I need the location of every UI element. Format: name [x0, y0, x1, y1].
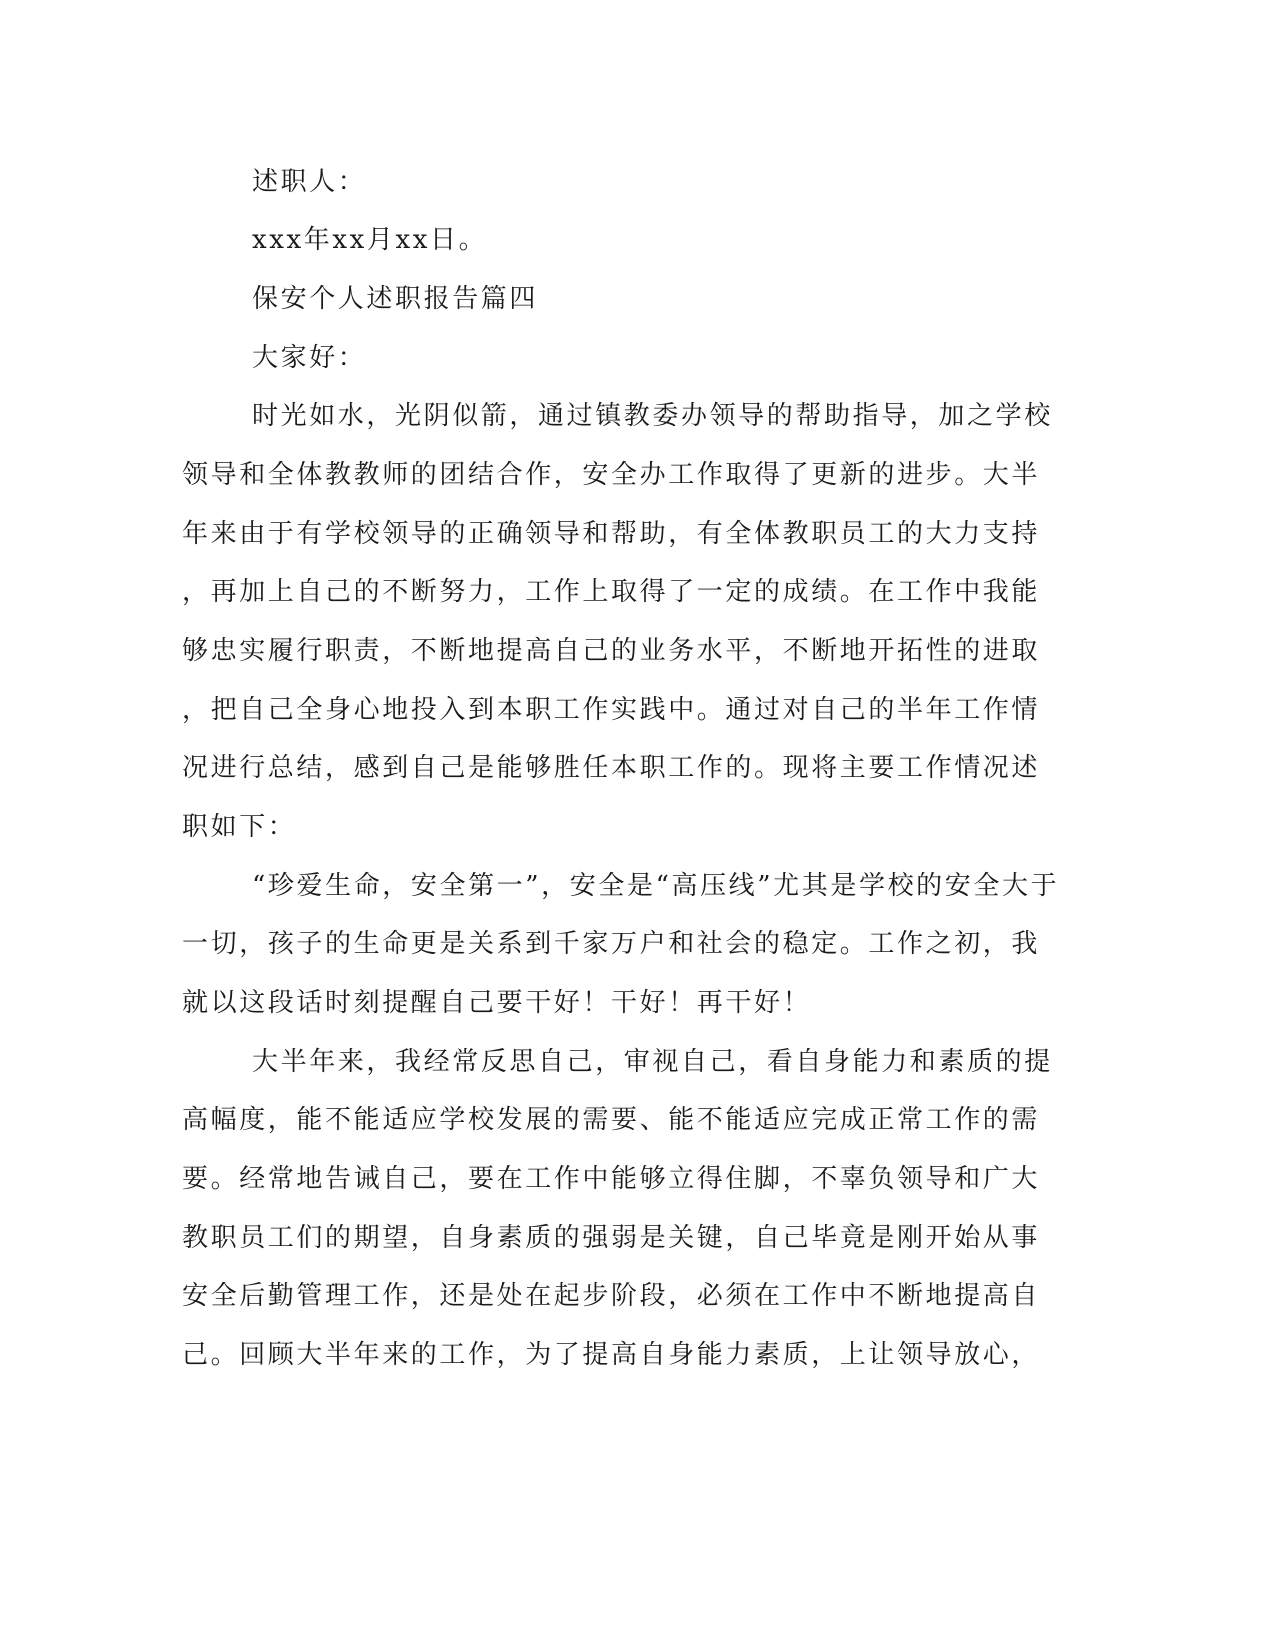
signature-label: 述职人：	[252, 167, 367, 197]
greeting: 大家好：	[252, 343, 367, 373]
section-title: 保安个人述职报告篇四	[252, 284, 539, 314]
paragraph-line: 况进行总结，感到自己是能够胜任本职工作的。现将主要工作情况述	[182, 753, 1041, 783]
paragraph-line: “珍爱生命，安全第一”，安全是“高压线”尤其是学校的安全大于	[252, 871, 1060, 901]
paragraph-line: 时光如水，光阴似箭，通过镇教委办领导的帮助指导，加之学校	[252, 401, 1053, 431]
paragraph-line: 就以这段话时刻提醒自己要干好！干好！再干好！	[182, 988, 812, 1018]
paragraph-line: 大半年来，我经常反思自己，审视自己，看自身能力和素质的提	[252, 1047, 1053, 1077]
paragraph-line: 够忠实履行职责，不断地提高自己的业务水平，不断地开拓性的进取	[182, 636, 1041, 666]
paragraph-line: 年来由于有学校领导的正确领导和帮助，有全体教职员工的大力支持	[182, 519, 1041, 549]
paragraph-line: 一切，孩子的生命更是关系到千家万户和社会的稳定。工作之初，我	[182, 929, 1041, 959]
paragraph-line: 职如下：	[182, 812, 297, 842]
paragraph-line: 高幅度，能不能适应学校发展的需要、能不能适应完成正常工作的需	[182, 1105, 1041, 1135]
paragraph-line: 安全后勤管理工作，还是处在起步阶段，必须在工作中不断地提高自	[182, 1281, 1041, 1311]
paragraph-line: 己。回顾大半年来的工作，为了提高自身能力素质，上让领导放心，	[182, 1340, 1041, 1370]
date-line: xxx年xx月xx日。	[252, 225, 488, 255]
paragraph-line: 教职员工们的期望，自身素质的强弱是关键，自己毕竟是刚开始从事	[182, 1223, 1041, 1253]
paragraph-line: 要。经常地告诫自己，要在工作中能够立得住脚，不辜负领导和广大	[182, 1164, 1041, 1194]
paragraph-line: ，再加上自己的不断努力，工作上取得了一定的成绩。在工作中我能	[182, 577, 1041, 607]
paragraph-line: ，把自己全身心地投入到本职工作实践中。通过对自己的半年工作情	[182, 695, 1041, 725]
paragraph-line: 领导和全体教教师的团结合作，安全办工作取得了更新的进步。大半	[182, 460, 1041, 490]
